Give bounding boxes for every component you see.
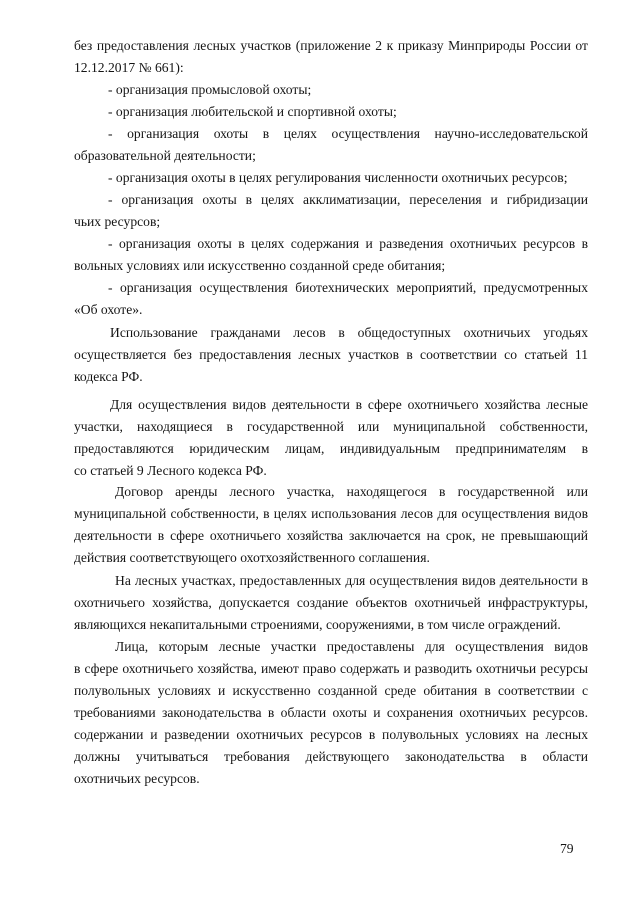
paragraph-line: муниципальной собственности, в целях использования лесов для осуществления видов xyxy=(74,506,588,521)
paragraph-line: являющихся некапитальными строениями, сооружениями, в том числе ограждений. xyxy=(74,617,561,632)
list-item: - организация охоты в целях содержания и разведения охотничьих ресурсов в xyxy=(108,236,588,251)
paragraph-line: деятельности в сфере охотничьего хозяйства заключается на срок, не превышающий xyxy=(74,528,588,543)
text-line: «Об охоте». xyxy=(74,302,143,317)
text-line: образовательной деятельности; xyxy=(74,148,256,163)
paragraph-line: На лесных участках, предоставленных для осуществления видов деятельности в xyxy=(115,573,588,588)
paragraph-line: осуществляется без предоставления лесных участков в соответствии со статьей 11 xyxy=(74,347,588,362)
paragraph-line: участки, находящиеся в государственной или муниципальной собственности, xyxy=(74,419,588,434)
list-item: - организация охоты в целях осуществления научно-исследовательской xyxy=(108,126,588,141)
paragraph-line: Использование гражданами лесов в общедоступных охотничьих угодьях xyxy=(110,325,588,340)
list-item: - организация осуществления биотехнических мероприятий, предусмотренных xyxy=(108,280,588,295)
paragraph-line: охотничьих ресурсов. xyxy=(74,771,200,786)
text-line: чьих ресурсов; xyxy=(74,214,161,229)
paragraph-line: кодекса РФ. xyxy=(74,369,143,384)
paragraph-line: Договор аренды лесного участка, находящегося в государственной или xyxy=(115,484,588,499)
paragraph-line: действия соответствующего охотхозяйственного соглашения. xyxy=(74,550,430,565)
page-number: 79 xyxy=(560,841,574,856)
list-item: - организация промысловой охоты; xyxy=(108,82,312,97)
paragraph-line: предоставляются юридическим лицам, индивидуальным предпринимателям в xyxy=(74,441,588,456)
paragraph-line: полувольных условиях и искусственно созданной среде обитания в соответствии с xyxy=(74,683,588,698)
paragraph-line: содержании и разведении охотничьих ресурсов в полувольных условиях на лесных xyxy=(74,727,588,742)
paragraph-line: требованиями законодательства в области охоты и сохранения охотничьих ресурсов. xyxy=(74,705,588,720)
text-line: вольных условиях или искусственно созданной среде обитания; xyxy=(74,258,446,273)
list-item: - организация охоты в целях акклиматизации, переселения и гибридизации xyxy=(108,192,588,207)
text-line: 12.12.2017 № 661): xyxy=(74,60,184,75)
paragraph-line: Лица, которым лесные участки предоставлены для осуществления видов xyxy=(115,639,588,654)
text-line: без предоставления лесных участков (приложение 2 к приказу Минприроды России от xyxy=(74,38,588,53)
paragraph-line: охотничьего хозяйства, допускается создание объектов охотничьей инфраструктуры, xyxy=(74,595,588,610)
paragraph-line: Для осуществления видов деятельности в сфере охотничьего хозяйства лесные xyxy=(110,397,588,412)
paragraph-line: должны учитываться требования действующего законодательства в области xyxy=(74,749,588,764)
list-item: - организация охоты в целях регулирования численности охотничьих ресурсов; xyxy=(108,170,568,185)
list-item: - организация любительской и спортивной охоты; xyxy=(108,104,397,119)
paragraph-line: со статьей 9 Лесного кодекса РФ. xyxy=(74,463,267,478)
paragraph-line: в сфере охотничьего хозяйства, имеют право содержать и разводить охотничьи ресурсы xyxy=(74,661,588,676)
